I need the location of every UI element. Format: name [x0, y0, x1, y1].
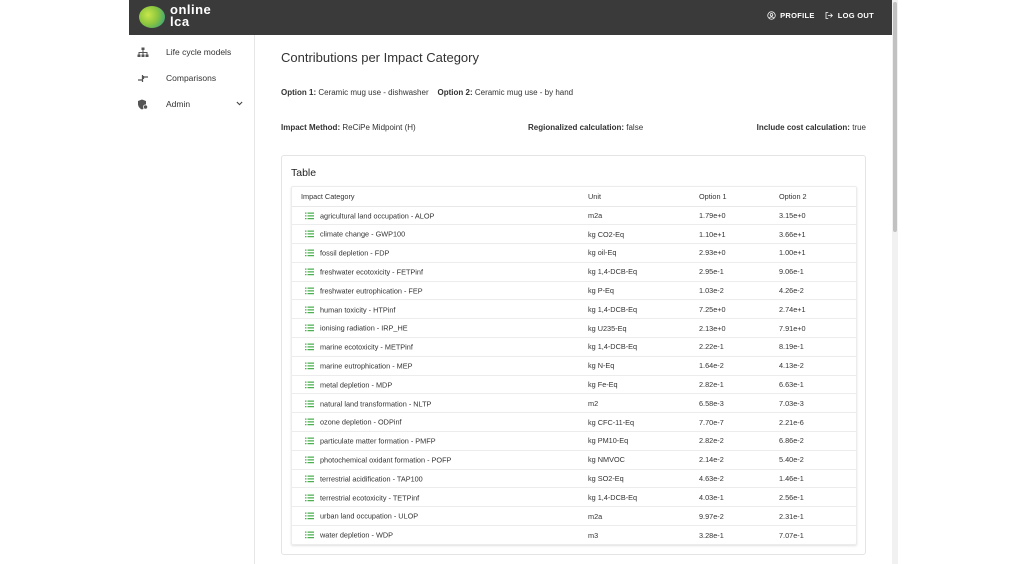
cell-option1: 1.79e+0 — [699, 206, 779, 225]
cell-unit: kg oil-Eq — [588, 244, 699, 263]
table-row[interactable] — [292, 206, 856, 225]
sidebar-item-comparisons[interactable] — [129, 65, 254, 91]
impact-category-name: urban land occupation - ULOP — [320, 511, 419, 521]
cell-option2: 3.66e+1 — [779, 225, 856, 244]
impact-method-value: ReCiPe Midpoint (H) — [342, 123, 416, 132]
list-icon[interactable] — [305, 475, 314, 483]
cell-option1: 9.97e-2 — [699, 507, 779, 526]
cell-option1: 2.22e-1 — [699, 338, 779, 357]
list-icon[interactable] — [305, 324, 314, 332]
impact-category-name: marine eutrophication - MEP — [320, 361, 413, 371]
include-cost-value: true — [852, 123, 866, 132]
cell-option2: 1.00e+1 — [779, 244, 856, 263]
app-logo[interactable] — [139, 3, 259, 31]
sidebar-item-label: Life cycle models — [166, 47, 232, 57]
cell-option1: 2.13e+0 — [699, 319, 779, 338]
impact-category-name: human toxicity - HTPinf — [320, 305, 396, 315]
cell-option2: 7.91e+0 — [779, 319, 856, 338]
cell-unit: kg 1,4-DCB-Eq — [588, 488, 699, 507]
page-title: Contributions per Impact Category — [281, 50, 479, 65]
cell-impact-category — [292, 225, 588, 244]
cell-unit: m2a — [588, 507, 699, 526]
list-icon[interactable] — [305, 400, 314, 408]
cell-option1: 7.25e+0 — [699, 300, 779, 319]
cell-option2: 1.46e-1 — [779, 469, 856, 488]
page-scrollbar[interactable] — [892, 0, 898, 564]
impact-category-name: freshwater ecotoxicity - FETPinf — [320, 267, 423, 277]
cell-option2: 5.40e-2 — [779, 450, 856, 469]
cell-impact-category — [292, 507, 588, 526]
results-table-container — [291, 186, 857, 545]
impact-method-label: Impact Method: — [281, 123, 341, 132]
table-row[interactable] — [292, 413, 856, 432]
logo-text-line2: lca — [170, 14, 190, 29]
options-line — [281, 88, 573, 97]
table-row[interactable] — [292, 356, 856, 375]
cell-option2: 2.21e-6 — [779, 413, 856, 432]
cell-option2: 2.74e+1 — [779, 300, 856, 319]
table-row[interactable] — [292, 394, 856, 413]
cell-option2: 7.03e-3 — [779, 394, 856, 413]
list-icon[interactable] — [305, 268, 314, 276]
cell-unit: m3 — [588, 530, 599, 540]
cell-unit: kg P-Eq — [588, 281, 699, 300]
list-icon[interactable] — [305, 306, 314, 314]
option2-label: Option 2: — [437, 88, 473, 97]
sidebar — [129, 35, 255, 564]
cell-unit: kg SO2-Eq — [588, 469, 699, 488]
logout-button[interactable] — [824, 11, 874, 20]
cell-option2: 9.06e-1 — [779, 262, 856, 281]
cell-unit: kg 1,4-DCB-Eq — [588, 338, 699, 357]
cell-option1: 1.03e-2 — [699, 281, 779, 300]
cell-option1: 4.03e-1 — [699, 488, 779, 507]
impact-category-name: freshwater eutrophication - FEP — [320, 286, 423, 296]
cell-unit: kg PM10-Eq — [588, 432, 699, 451]
logout-icon — [824, 11, 834, 20]
cell-impact-category — [292, 394, 588, 413]
cell-unit: kg Fe-Eq — [588, 375, 699, 394]
cell-option1: 2.14e-2 — [699, 450, 779, 469]
table-row[interactable] — [292, 375, 856, 394]
table-row[interactable] — [292, 262, 856, 281]
option1-value: Ceramic mug use - dishwasher — [318, 88, 429, 97]
cell-unit: kg U235-Eq — [588, 319, 699, 338]
table-row[interactable] — [292, 300, 856, 319]
results-table — [292, 187, 856, 544]
sidebar-item-admin[interactable] — [129, 91, 254, 117]
cell-impact-category — [292, 281, 588, 300]
cell-impact-category — [292, 338, 588, 357]
list-icon[interactable] — [305, 343, 314, 351]
table-row[interactable] — [292, 488, 856, 507]
table-row[interactable] — [292, 338, 856, 357]
profile-label: PROFILE — [780, 11, 815, 20]
list-icon[interactable] — [305, 230, 314, 238]
impact-category-name: climate change - GWP100 — [320, 229, 406, 239]
cell-impact-category — [292, 526, 588, 545]
cell-impact-category — [292, 488, 588, 507]
cell-option2: 6.63e-1 — [779, 375, 856, 394]
profile-button[interactable] — [767, 11, 815, 20]
list-icon[interactable] — [305, 381, 314, 389]
cell-option2: 4.13e-2 — [779, 356, 856, 375]
list-icon[interactable] — [305, 494, 314, 502]
logo-text-line1: online — [170, 2, 212, 17]
regionalized-value: false — [626, 123, 644, 132]
cell-unit: kg NMVOC — [588, 450, 699, 469]
list-icon[interactable] — [305, 456, 314, 464]
regionalized-label: Regionalized calculation: — [528, 123, 625, 132]
table-row[interactable] — [292, 319, 856, 338]
option2-value: Ceramic mug use - by hand — [474, 88, 574, 97]
cell-option2: 3.15e+0 — [779, 206, 856, 225]
cell-option1: 2.82e-2 — [699, 432, 779, 451]
impact-category-name: particulate matter formation - PMFP — [320, 436, 436, 446]
table-card — [281, 155, 866, 555]
sidebar-item-label: Admin — [166, 99, 191, 109]
cell-option1: 4.63e-2 — [699, 469, 779, 488]
cell-impact-category — [292, 319, 588, 338]
table-row[interactable] — [292, 469, 856, 488]
list-icon[interactable] — [305, 287, 314, 295]
table-row[interactable] — [292, 281, 856, 300]
cell-option1: 2.93e+0 — [699, 244, 779, 263]
list-icon[interactable] — [305, 362, 314, 370]
account-circle-icon — [767, 11, 776, 20]
impact-category-name: fossil depletion - FDP — [320, 248, 390, 258]
app-window — [129, 0, 892, 564]
logout-label: LOG OUT — [837, 11, 874, 20]
cell-option2: 7.07e-1 — [779, 530, 804, 540]
cell-unit: m2a — [588, 206, 699, 225]
list-icon[interactable] — [305, 437, 314, 445]
cell-impact-category — [292, 356, 588, 375]
option1-label: Option 1: — [281, 88, 317, 97]
column-header-impact-category[interactable]: Impact Category — [292, 187, 588, 206]
table-row[interactable] — [292, 432, 856, 451]
cell-unit: kg CFC-11-Eq — [588, 413, 699, 432]
column-header-option2[interactable]: Option 2 — [779, 187, 856, 206]
include-cost-label: Include cost calculation: — [756, 123, 850, 132]
table-row[interactable] — [292, 244, 856, 263]
cell-unit: kg CO2-Eq — [588, 225, 699, 244]
impact-category-name: natural land transformation - NLTP — [320, 399, 432, 409]
cell-option2: 4.26e-2 — [779, 281, 856, 300]
chevron-down-icon[interactable] — [235, 99, 244, 108]
cell-option1: 1.10e+1 — [699, 225, 779, 244]
cell-impact-category — [292, 413, 588, 432]
scrollbar-thumb[interactable] — [893, 2, 897, 232]
table-header-row — [292, 187, 856, 206]
cell-impact-category — [292, 206, 588, 225]
table-row[interactable] — [292, 526, 856, 545]
cell-impact-category — [292, 300, 588, 319]
column-header-option1[interactable]: Option 1 — [699, 187, 779, 206]
cell-option1: 3.28e-1 — [699, 530, 724, 540]
cell-unit: kg N-Eq — [588, 356, 699, 375]
cell-option1: 1.64e-2 — [699, 356, 779, 375]
top-bar — [129, 0, 892, 35]
cell-option2: 6.86e-2 — [779, 432, 856, 451]
impact-category-name: terrestrial acidification - TAP100 — [320, 474, 423, 484]
table-row[interactable] — [292, 507, 856, 526]
sidebar-item-label: Comparisons — [166, 73, 217, 83]
sidebar-item-life-cycle-models[interactable] — [129, 39, 254, 65]
table-card-title: Table — [291, 167, 317, 179]
table-row[interactable] — [292, 450, 856, 469]
logo-globe-icon — [139, 6, 165, 28]
cell-impact-category — [292, 375, 588, 394]
list-icon[interactable] — [305, 531, 314, 539]
cell-option2: 2.56e-1 — [779, 488, 856, 507]
cell-option1: 6.58e-3 — [699, 394, 779, 413]
cell-option2: 8.19e-1 — [779, 338, 856, 357]
cell-option2: 2.31e-1 — [779, 507, 856, 526]
cell-unit: kg 1,4-DCB-Eq — [588, 262, 699, 281]
cell-unit: kg 1,4-DCB-Eq — [588, 300, 699, 319]
calculation-settings — [281, 123, 866, 135]
impact-category-name: ozone depletion - ODPinf — [320, 417, 402, 427]
impact-category-name: agricultural land occupation - ALOP — [320, 211, 435, 221]
impact-category-name: metal depletion - MDP — [320, 380, 393, 390]
cell-unit: m2 — [588, 394, 699, 413]
impact-category-name: photochemical oxidant formation - POFP — [320, 455, 452, 465]
list-icon[interactable] — [305, 249, 314, 257]
impact-category-name: marine ecotoxicity - METPinf — [320, 342, 413, 352]
cell-impact-category — [292, 469, 588, 488]
cell-impact-category — [292, 432, 588, 451]
column-header-unit[interactable]: Unit — [588, 187, 699, 206]
cell-option1: 7.70e-7 — [699, 413, 779, 432]
cell-option1: 2.82e-1 — [699, 375, 779, 394]
list-icon[interactable] — [305, 512, 314, 520]
list-icon[interactable] — [305, 212, 314, 220]
impact-category-name: ionising radiation - IRP_HE — [320, 323, 408, 333]
compare-icon — [137, 73, 149, 84]
impact-category-name: terrestrial ecotoxicity - TETPinf — [320, 493, 420, 503]
cell-impact-category — [292, 450, 588, 469]
cell-impact-category — [292, 262, 588, 281]
cell-option1: 2.95e-1 — [699, 262, 779, 281]
admin-shield-icon — [137, 99, 149, 110]
sitemap-icon — [137, 47, 149, 58]
list-icon[interactable] — [305, 418, 314, 426]
cell-impact-category — [292, 244, 588, 263]
impact-category-name: water depletion - WDP — [320, 530, 393, 540]
table-row[interactable] — [292, 225, 856, 244]
